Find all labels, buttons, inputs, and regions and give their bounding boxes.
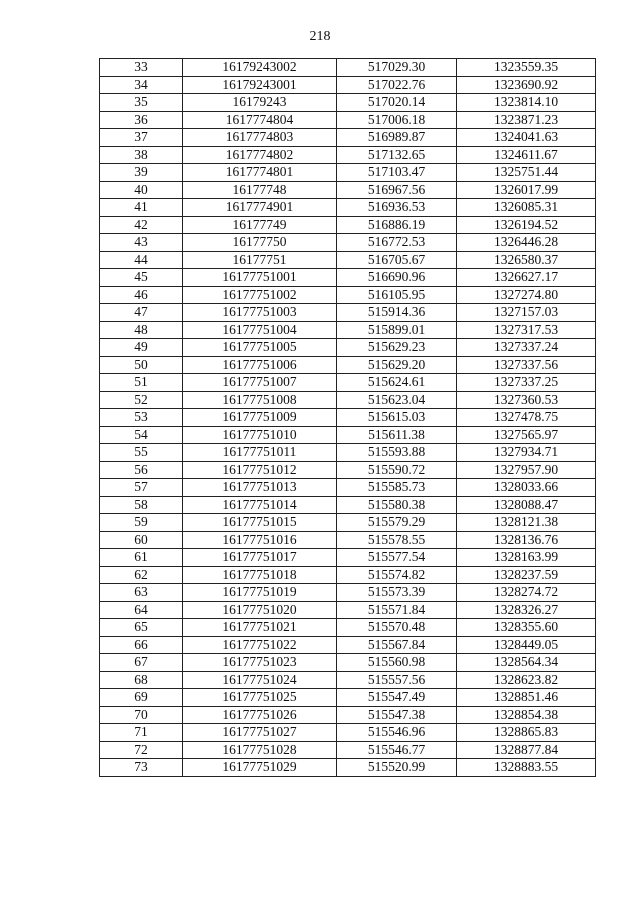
row-index-cell: 53 — [100, 409, 183, 427]
table-row — [100, 409, 596, 427]
table-row — [100, 181, 596, 199]
x-coordinate-cell: 516936.53 — [337, 199, 457, 217]
x-coordinate-cell: 515567.84 — [337, 636, 457, 654]
row-index-cell: 52 — [100, 391, 183, 409]
y-coordinate-cell: 1327274.80 — [457, 286, 596, 304]
row-index-cell: 44 — [100, 251, 183, 269]
row-index-cell: 67 — [100, 654, 183, 672]
y-coordinate-cell: 1327957.90 — [457, 461, 596, 479]
point-id-cell: 16177751013 — [183, 479, 337, 497]
y-coordinate-cell: 1328237.59 — [457, 566, 596, 584]
point-id-cell: 16177751024 — [183, 671, 337, 689]
y-coordinate-cell: 1325751.44 — [457, 164, 596, 182]
table-row — [100, 671, 596, 689]
row-index-cell: 62 — [100, 566, 183, 584]
row-index-cell: 36 — [100, 111, 183, 129]
point-id-cell: 16177751011 — [183, 444, 337, 462]
table-row — [100, 356, 596, 374]
point-id-cell: 16177751016 — [183, 531, 337, 549]
x-coordinate-cell: 515914.36 — [337, 304, 457, 322]
row-index-cell: 33 — [100, 59, 183, 77]
point-id-cell: 16177751014 — [183, 496, 337, 514]
x-coordinate-cell: 517022.76 — [337, 76, 457, 94]
y-coordinate-cell: 1327337.25 — [457, 374, 596, 392]
y-coordinate-cell: 1328877.84 — [457, 741, 596, 759]
x-coordinate-cell: 516690.96 — [337, 269, 457, 287]
table-row — [100, 216, 596, 234]
point-id-cell: 16177751025 — [183, 689, 337, 707]
row-index-cell: 42 — [100, 216, 183, 234]
row-index-cell: 63 — [100, 584, 183, 602]
row-index-cell: 43 — [100, 234, 183, 252]
x-coordinate-cell: 516886.19 — [337, 216, 457, 234]
table-row — [100, 444, 596, 462]
table-row — [100, 531, 596, 549]
x-coordinate-cell: 515574.82 — [337, 566, 457, 584]
table-row — [100, 689, 596, 707]
y-coordinate-cell: 1328326.27 — [457, 601, 596, 619]
table-row — [100, 374, 596, 392]
coordinates-table — [99, 58, 596, 777]
x-coordinate-cell: 515571.84 — [337, 601, 457, 619]
table-row — [100, 304, 596, 322]
y-coordinate-cell: 1326627.17 — [457, 269, 596, 287]
table-row — [100, 654, 596, 672]
point-id-cell: 16177751003 — [183, 304, 337, 322]
y-coordinate-cell: 1328623.82 — [457, 671, 596, 689]
row-index-cell: 49 — [100, 339, 183, 357]
x-coordinate-cell: 515560.98 — [337, 654, 457, 672]
table-row — [100, 479, 596, 497]
row-index-cell: 70 — [100, 706, 183, 724]
point-id-cell: 16177751004 — [183, 321, 337, 339]
x-coordinate-cell: 515557.56 — [337, 671, 457, 689]
table-row — [100, 251, 596, 269]
row-index-cell: 51 — [100, 374, 183, 392]
table-row — [100, 111, 596, 129]
x-coordinate-cell: 516772.53 — [337, 234, 457, 252]
x-coordinate-cell: 515585.73 — [337, 479, 457, 497]
table-row — [100, 129, 596, 147]
y-coordinate-cell: 1327565.97 — [457, 426, 596, 444]
table-row — [100, 759, 596, 777]
page-number: 218 — [309, 29, 331, 44]
table-row — [100, 636, 596, 654]
row-index-cell: 72 — [100, 741, 183, 759]
row-index-cell: 65 — [100, 619, 183, 637]
point-id-cell: 16177751015 — [183, 514, 337, 532]
table-row — [100, 59, 596, 77]
x-coordinate-cell: 516105.95 — [337, 286, 457, 304]
row-index-cell: 41 — [100, 199, 183, 217]
y-coordinate-cell: 1326085.31 — [457, 199, 596, 217]
y-coordinate-cell: 1328163.99 — [457, 549, 596, 567]
row-index-cell: 37 — [100, 129, 183, 147]
y-coordinate-cell: 1323690.92 — [457, 76, 596, 94]
y-coordinate-cell: 1327337.24 — [457, 339, 596, 357]
x-coordinate-cell: 515579.29 — [337, 514, 457, 532]
y-coordinate-cell: 1328564.34 — [457, 654, 596, 672]
x-coordinate-cell: 515623.04 — [337, 391, 457, 409]
point-id-cell: 16177751 — [183, 251, 337, 269]
y-coordinate-cell: 1327317.53 — [457, 321, 596, 339]
point-id-cell: 16177751026 — [183, 706, 337, 724]
x-coordinate-cell: 515546.96 — [337, 724, 457, 742]
x-coordinate-cell: 515520.99 — [337, 759, 457, 777]
table-row — [100, 76, 596, 94]
point-id-cell: 16179243 — [183, 94, 337, 112]
x-coordinate-cell: 515615.03 — [337, 409, 457, 427]
point-id-cell: 16177751017 — [183, 549, 337, 567]
table-row — [100, 339, 596, 357]
y-coordinate-cell: 1328121.38 — [457, 514, 596, 532]
point-id-cell: 16177749 — [183, 216, 337, 234]
table-row — [100, 584, 596, 602]
coordinates-table-body — [100, 59, 596, 777]
point-id-cell: 16177751012 — [183, 461, 337, 479]
point-id-cell: 16177751019 — [183, 584, 337, 602]
point-id-cell: 16177751027 — [183, 724, 337, 742]
x-coordinate-cell: 515547.38 — [337, 706, 457, 724]
y-coordinate-cell: 1328274.72 — [457, 584, 596, 602]
point-id-cell: 16177751010 — [183, 426, 337, 444]
x-coordinate-cell: 515580.38 — [337, 496, 457, 514]
row-index-cell: 47 — [100, 304, 183, 322]
row-index-cell: 40 — [100, 181, 183, 199]
x-coordinate-cell: 515624.61 — [337, 374, 457, 392]
row-index-cell: 57 — [100, 479, 183, 497]
y-coordinate-cell: 1327157.03 — [457, 304, 596, 322]
row-index-cell: 59 — [100, 514, 183, 532]
row-index-cell: 60 — [100, 531, 183, 549]
y-coordinate-cell: 1326580.37 — [457, 251, 596, 269]
y-coordinate-cell: 1323814.10 — [457, 94, 596, 112]
table-row — [100, 234, 596, 252]
y-coordinate-cell: 1327478.75 — [457, 409, 596, 427]
point-id-cell: 16177751005 — [183, 339, 337, 357]
y-coordinate-cell: 1328854.38 — [457, 706, 596, 724]
row-index-cell: 50 — [100, 356, 183, 374]
table-row — [100, 269, 596, 287]
table-row — [100, 566, 596, 584]
table-row — [100, 741, 596, 759]
x-coordinate-cell: 515590.72 — [337, 461, 457, 479]
point-id-cell: 16177751001 — [183, 269, 337, 287]
y-coordinate-cell: 1328136.76 — [457, 531, 596, 549]
row-index-cell: 66 — [100, 636, 183, 654]
point-id-cell: 1617774804 — [183, 111, 337, 129]
table-row — [100, 391, 596, 409]
row-index-cell: 46 — [100, 286, 183, 304]
row-index-cell: 61 — [100, 549, 183, 567]
row-index-cell: 68 — [100, 671, 183, 689]
row-index-cell: 34 — [100, 76, 183, 94]
table-row — [100, 426, 596, 444]
row-index-cell: 54 — [100, 426, 183, 444]
point-id-cell: 16177751008 — [183, 391, 337, 409]
y-coordinate-cell: 1323871.23 — [457, 111, 596, 129]
table-row — [100, 461, 596, 479]
table-row — [100, 601, 596, 619]
y-coordinate-cell: 1328449.05 — [457, 636, 596, 654]
point-id-cell: 16177750 — [183, 234, 337, 252]
y-coordinate-cell: 1328865.83 — [457, 724, 596, 742]
y-coordinate-cell: 1328851.46 — [457, 689, 596, 707]
table-row — [100, 549, 596, 567]
table-row — [100, 321, 596, 339]
table-row — [100, 706, 596, 724]
x-coordinate-cell: 516705.67 — [337, 251, 457, 269]
x-coordinate-cell: 517132.65 — [337, 146, 457, 164]
y-coordinate-cell: 1324611.67 — [457, 146, 596, 164]
x-coordinate-cell: 516967.56 — [337, 181, 457, 199]
y-coordinate-cell: 1328088.47 — [457, 496, 596, 514]
table-row — [100, 496, 596, 514]
row-index-cell: 38 — [100, 146, 183, 164]
row-index-cell: 35 — [100, 94, 183, 112]
point-id-cell: 16177751020 — [183, 601, 337, 619]
point-id-cell: 16177751029 — [183, 759, 337, 777]
x-coordinate-cell: 517020.14 — [337, 94, 457, 112]
row-index-cell: 73 — [100, 759, 183, 777]
y-coordinate-cell: 1327360.53 — [457, 391, 596, 409]
row-index-cell: 48 — [100, 321, 183, 339]
x-coordinate-cell: 515629.20 — [337, 356, 457, 374]
x-coordinate-cell: 515578.55 — [337, 531, 457, 549]
x-coordinate-cell: 515593.88 — [337, 444, 457, 462]
y-coordinate-cell: 1328355.60 — [457, 619, 596, 637]
table-row — [100, 286, 596, 304]
table-row — [100, 94, 596, 112]
x-coordinate-cell: 517103.47 — [337, 164, 457, 182]
y-coordinate-cell: 1323559.35 — [457, 59, 596, 77]
point-id-cell: 16177751009 — [183, 409, 337, 427]
point-id-cell: 16177751018 — [183, 566, 337, 584]
table-row — [100, 724, 596, 742]
x-coordinate-cell: 516989.87 — [337, 129, 457, 147]
point-id-cell: 1617774803 — [183, 129, 337, 147]
row-index-cell: 45 — [100, 269, 183, 287]
point-id-cell: 16179243001 — [183, 76, 337, 94]
row-index-cell: 71 — [100, 724, 183, 742]
point-id-cell: 16177751002 — [183, 286, 337, 304]
x-coordinate-cell: 515546.77 — [337, 741, 457, 759]
table-row — [100, 199, 596, 217]
point-id-cell: 1617774802 — [183, 146, 337, 164]
row-index-cell: 69 — [100, 689, 183, 707]
row-index-cell: 39 — [100, 164, 183, 182]
point-id-cell: 16177751022 — [183, 636, 337, 654]
x-coordinate-cell: 517029.30 — [337, 59, 457, 77]
point-id-cell: 16179243002 — [183, 59, 337, 77]
x-coordinate-cell: 515899.01 — [337, 321, 457, 339]
point-id-cell: 1617774901 — [183, 199, 337, 217]
point-id-cell: 16177748 — [183, 181, 337, 199]
y-coordinate-cell: 1326194.52 — [457, 216, 596, 234]
point-id-cell: 16177751021 — [183, 619, 337, 637]
point-id-cell: 16177751023 — [183, 654, 337, 672]
table-row — [100, 146, 596, 164]
point-id-cell: 1617774801 — [183, 164, 337, 182]
y-coordinate-cell: 1328883.55 — [457, 759, 596, 777]
y-coordinate-cell: 1327337.56 — [457, 356, 596, 374]
table-row — [100, 619, 596, 637]
x-coordinate-cell: 515629.23 — [337, 339, 457, 357]
y-coordinate-cell: 1328033.66 — [457, 479, 596, 497]
row-index-cell: 64 — [100, 601, 183, 619]
x-coordinate-cell: 515611.38 — [337, 426, 457, 444]
y-coordinate-cell: 1324041.63 — [457, 129, 596, 147]
point-id-cell: 16177751028 — [183, 741, 337, 759]
x-coordinate-cell: 515570.48 — [337, 619, 457, 637]
table-row — [100, 164, 596, 182]
x-coordinate-cell: 515547.49 — [337, 689, 457, 707]
point-id-cell: 16177751007 — [183, 374, 337, 392]
table-row — [100, 514, 596, 532]
x-coordinate-cell: 517006.18 — [337, 111, 457, 129]
row-index-cell: 55 — [100, 444, 183, 462]
y-coordinate-cell: 1326446.28 — [457, 234, 596, 252]
point-id-cell: 16177751006 — [183, 356, 337, 374]
y-coordinate-cell: 1326017.99 — [457, 181, 596, 199]
x-coordinate-cell: 515577.54 — [337, 549, 457, 567]
row-index-cell: 58 — [100, 496, 183, 514]
y-coordinate-cell: 1327934.71 — [457, 444, 596, 462]
x-coordinate-cell: 515573.39 — [337, 584, 457, 602]
row-index-cell: 56 — [100, 461, 183, 479]
